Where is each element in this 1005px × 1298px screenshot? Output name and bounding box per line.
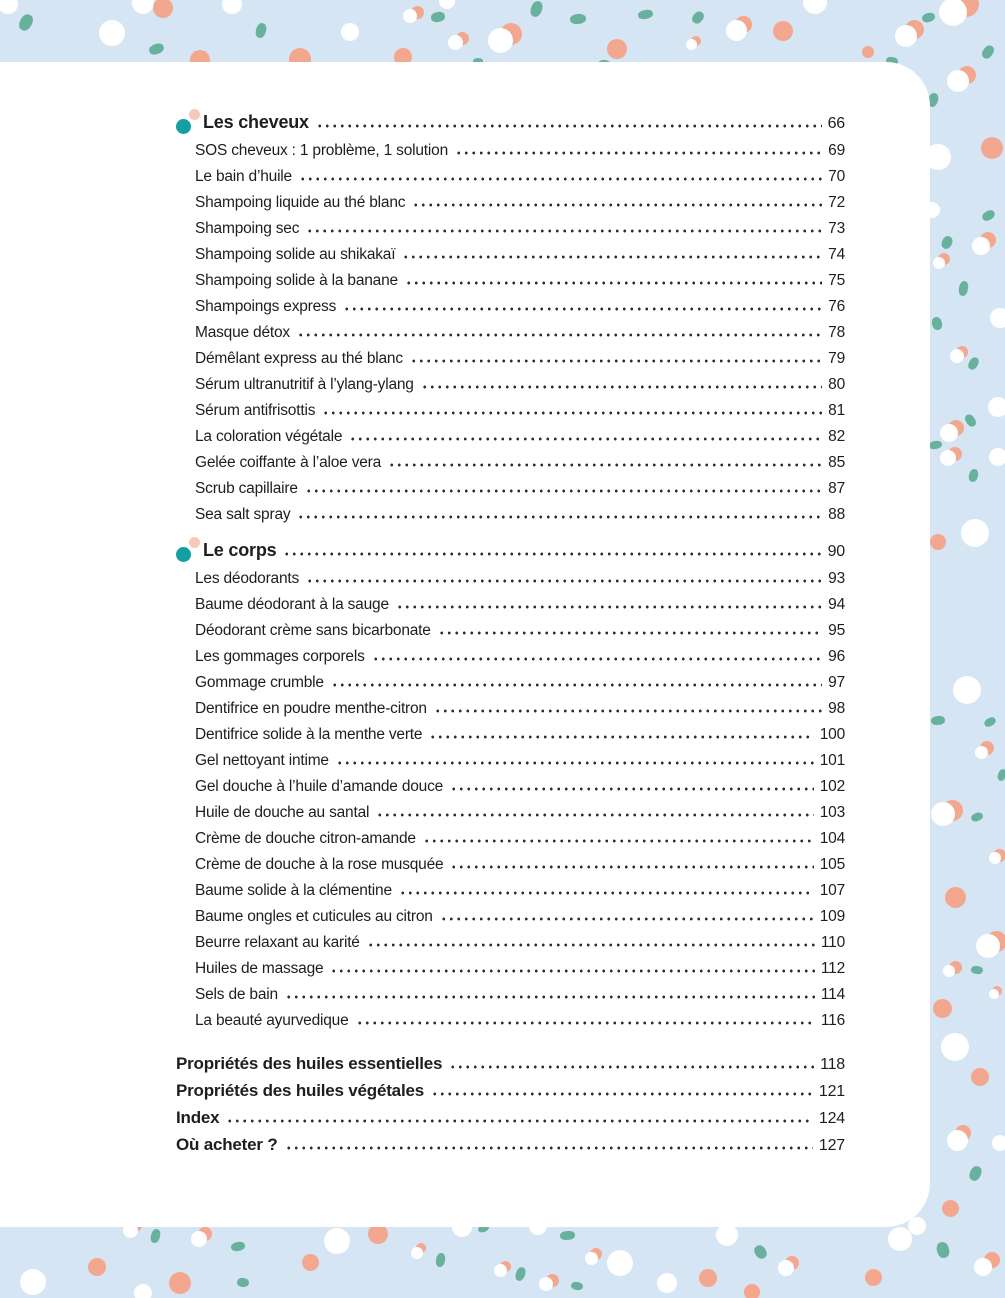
dot-leader xyxy=(305,489,822,493)
confetti-dot-icon xyxy=(971,1068,989,1086)
toc-entry xyxy=(195,908,845,934)
dot-leader xyxy=(455,151,822,155)
confetti-dot-icon xyxy=(988,397,1005,417)
entry-label: Index xyxy=(176,1108,220,1127)
confetti-dot-icon xyxy=(699,1269,717,1287)
confetti-dot-icon xyxy=(963,412,978,428)
toc-entry xyxy=(195,648,845,674)
confetti-dot-icon xyxy=(657,1273,677,1293)
dot-leader xyxy=(299,177,822,181)
dot-leader xyxy=(412,203,822,207)
section-title: Le corps xyxy=(203,540,277,560)
confetti-dot-icon xyxy=(930,534,946,550)
toc-entry xyxy=(195,298,845,324)
section-bullet-icon xyxy=(176,127,203,128)
dot-leader xyxy=(285,1146,813,1150)
confetti-dot-icon xyxy=(967,1164,983,1182)
page-number: 93 xyxy=(828,570,845,587)
entry-label: La coloration végétale xyxy=(195,428,343,445)
dot-leader xyxy=(402,255,822,259)
page-number: 118 xyxy=(820,1056,845,1073)
dot-leader xyxy=(450,787,814,791)
toc-entry xyxy=(195,700,845,726)
confetti-dot-icon xyxy=(989,852,1001,864)
confetti-dot-icon xyxy=(191,1231,207,1247)
entry-label: Gelée coiffante à l’aloe vera xyxy=(195,454,382,471)
confetti-dot-icon xyxy=(607,39,627,59)
confetti-dot-icon xyxy=(559,1230,575,1240)
entry-label: Où acheter ? xyxy=(176,1135,278,1154)
dot-leader xyxy=(431,1092,813,1096)
toc-entry xyxy=(195,856,845,882)
entry-label: Masque détox xyxy=(195,324,290,341)
dot-leader xyxy=(226,1119,812,1123)
confetti-dot-icon xyxy=(222,0,242,14)
confetti-dot-icon xyxy=(570,13,587,24)
toc-entry xyxy=(195,804,845,830)
toc-footer-entry xyxy=(176,1081,845,1108)
confetti-dot-icon xyxy=(947,70,969,92)
toc-entry xyxy=(195,726,845,752)
confetti-dot-icon xyxy=(972,237,990,255)
toc-entry xyxy=(195,454,845,480)
toc-sections xyxy=(176,112,845,1038)
entry-label: Gel douche à l’huile d’amande douce xyxy=(195,778,444,795)
toc-entry xyxy=(195,986,845,1012)
dot-leader xyxy=(440,917,814,921)
page-number: 127 xyxy=(818,1137,845,1154)
entry-label: Sérum ultranutritif à l’ylang-ylang xyxy=(195,376,414,393)
confetti-dot-icon xyxy=(368,1224,388,1244)
confetti-dot-icon xyxy=(637,8,653,19)
confetti-dot-icon xyxy=(895,25,917,47)
page-number: 74 xyxy=(828,246,845,263)
confetti-dot-icon xyxy=(931,715,946,725)
toc-footer-entry xyxy=(176,1108,845,1135)
confetti-dot-icon xyxy=(933,999,952,1018)
page-number: 69 xyxy=(828,142,845,159)
dot-leader xyxy=(349,437,822,441)
toc-entry xyxy=(195,480,845,506)
confetti-dot-icon xyxy=(539,1277,553,1291)
confetti-dot-icon xyxy=(950,349,964,363)
confetti-dot-icon xyxy=(947,1130,968,1151)
page-number: 107 xyxy=(819,882,845,899)
entry-label: Les gommages corporels xyxy=(195,648,365,665)
confetti-dot-icon xyxy=(494,1264,507,1277)
page-number: 97 xyxy=(828,674,845,691)
page-number: 102 xyxy=(819,778,845,795)
page-number: 95 xyxy=(828,622,845,639)
page-number: 75 xyxy=(828,272,845,289)
confetti-dot-icon xyxy=(888,1227,912,1251)
page-number: 79 xyxy=(828,350,845,367)
toc-entry xyxy=(195,1012,845,1038)
toc-section-header xyxy=(176,112,845,142)
toc-entry xyxy=(195,272,845,298)
confetti-dot-icon xyxy=(411,1247,423,1259)
entry-label: Huile de douche au santal xyxy=(195,804,370,821)
peach-dot-icon xyxy=(189,109,200,120)
confetti-dot-icon xyxy=(865,1269,882,1286)
entry-label: Baume ongles et cuticules au citron xyxy=(195,908,433,925)
toc-entry xyxy=(195,376,845,402)
dot-leader xyxy=(343,307,822,311)
dot-leader xyxy=(297,515,822,519)
page-number: 73 xyxy=(828,220,845,237)
dot-leader xyxy=(285,995,815,999)
page-number: 96 xyxy=(828,648,845,665)
confetti-dot-icon xyxy=(928,440,942,450)
confetti-dot-icon xyxy=(976,934,1000,958)
page-number: 88 xyxy=(828,506,845,523)
toc-entry xyxy=(195,596,845,622)
dot-leader xyxy=(336,761,814,765)
page-number: 81 xyxy=(828,402,845,419)
toc-entry xyxy=(195,168,845,194)
dot-leader xyxy=(421,385,822,389)
dot-leader xyxy=(331,683,822,687)
dot-leader xyxy=(367,943,815,947)
confetti-dot-icon xyxy=(607,1250,633,1276)
entry-label: Shampoing liquide au thé blanc xyxy=(195,194,406,211)
page-number: 94 xyxy=(828,596,845,613)
entry-label: Sea salt spray xyxy=(195,506,291,523)
dot-leader xyxy=(429,735,813,739)
page-number: 98 xyxy=(828,700,845,717)
confetti-dot-icon xyxy=(989,448,1005,466)
confetti-dot-icon xyxy=(0,0,18,14)
page-number: 82 xyxy=(828,428,845,445)
toc-entry xyxy=(195,752,845,778)
confetti-dot-icon xyxy=(341,23,359,41)
dot-leader xyxy=(306,579,822,583)
confetti-dot-icon xyxy=(773,21,793,41)
dot-leader xyxy=(410,359,822,363)
toc-entry xyxy=(195,350,845,376)
entry-label: Shampoing solide à la banane xyxy=(195,272,398,289)
confetti-dot-icon xyxy=(992,1135,1005,1151)
confetti-dot-icon xyxy=(967,468,979,483)
confetti-dot-icon xyxy=(99,20,125,46)
confetti-dot-icon xyxy=(961,519,989,547)
confetti-dot-icon xyxy=(803,0,827,14)
confetti-dot-icon xyxy=(939,0,967,26)
dot-leader xyxy=(423,839,814,843)
confetti-dot-icon xyxy=(990,308,1005,328)
confetti-dot-icon xyxy=(862,46,874,58)
toc-entry xyxy=(195,960,845,986)
confetti-dot-icon xyxy=(974,1258,992,1276)
toc-entry xyxy=(195,674,845,700)
entry-label: Gel nettoyant intime xyxy=(195,752,329,769)
toc-entry xyxy=(195,882,845,908)
entry-label: Scrub capillaire xyxy=(195,480,298,497)
dot-leader xyxy=(396,605,822,609)
page-number: 78 xyxy=(828,324,845,341)
confetti-dot-icon xyxy=(970,811,984,823)
entry-label: Shampoing solide au shikakaï xyxy=(195,246,396,263)
confetti-dot-icon xyxy=(983,716,997,729)
entry-label: Sérum antifrisottis xyxy=(195,402,316,419)
entry-label: Dentifrice en poudre menthe-citron xyxy=(195,700,427,717)
confetti-dot-icon xyxy=(945,887,966,908)
dot-leader xyxy=(356,1021,815,1025)
page-number: 105 xyxy=(819,856,845,873)
toc-entry xyxy=(195,324,845,350)
confetti-dot-icon xyxy=(940,234,955,250)
confetti-dot-icon xyxy=(439,0,455,9)
dot-leader xyxy=(434,709,822,713)
teal-dot-icon xyxy=(176,119,191,134)
dot-leader xyxy=(438,631,822,635)
entry-label: Baume solide à la clémentine xyxy=(195,882,392,899)
entry-label: Shampoing sec xyxy=(195,220,300,237)
entry-label: Baume déodorant à la sauge xyxy=(195,596,389,613)
confetti-dot-icon xyxy=(528,0,544,18)
dot-leader xyxy=(399,891,814,895)
confetti-dot-icon xyxy=(980,43,996,60)
toc-footer-entry xyxy=(176,1054,845,1081)
toc-entry xyxy=(195,778,845,804)
page-number: 110 xyxy=(820,934,845,951)
confetti-dot-icon xyxy=(147,42,165,57)
toc-section-header xyxy=(176,540,845,570)
dot-leader xyxy=(405,281,822,285)
entry-label: Propriétés des huiles essentielles xyxy=(176,1054,443,1073)
confetti-dot-icon xyxy=(971,965,984,974)
toc-entry xyxy=(195,402,845,428)
entry-label: Le bain d’huile xyxy=(195,168,292,185)
page-number: 70 xyxy=(828,168,845,185)
dot-leader xyxy=(322,411,822,415)
confetti-dot-icon xyxy=(132,0,154,14)
confetti-dot-icon xyxy=(570,1281,583,1291)
page-number: 114 xyxy=(820,986,845,1003)
confetti-dot-icon xyxy=(953,676,981,704)
confetti-dot-icon xyxy=(943,965,955,977)
confetti-dot-icon xyxy=(690,9,706,25)
page-number: 85 xyxy=(828,454,845,471)
confetti-dot-icon xyxy=(921,11,936,23)
entry-label: La beauté ayurvedique xyxy=(195,1012,349,1029)
dot-leader xyxy=(330,969,814,973)
confetti-dot-icon xyxy=(20,1269,46,1295)
toc-entry xyxy=(195,142,845,168)
confetti-dot-icon xyxy=(980,208,996,222)
confetti-dot-icon xyxy=(153,0,173,18)
entry-label: Déodorant crème sans bicarbonate xyxy=(195,622,431,639)
toc-section-items xyxy=(195,570,845,1038)
entry-label: Démêlant express au thé blanc xyxy=(195,350,403,367)
confetti-dot-icon xyxy=(585,1252,598,1265)
confetti-dot-icon xyxy=(942,1200,959,1217)
toc-content xyxy=(176,112,845,1162)
confetti-dot-icon xyxy=(134,1284,152,1298)
confetti-dot-icon xyxy=(17,12,36,33)
entry-label: Crème de douche à la rose musquée xyxy=(195,856,444,873)
dot-leader xyxy=(283,552,821,556)
page-number: 101 xyxy=(819,752,845,769)
confetti-dot-icon xyxy=(302,1254,319,1271)
confetti-dot-icon xyxy=(448,35,463,50)
confetti-dot-icon xyxy=(989,989,999,999)
confetti-dot-icon xyxy=(254,21,268,38)
teal-dot-icon xyxy=(176,547,191,562)
entry-label: Dentifrice solide à la menthe verte xyxy=(195,726,423,743)
confetti-dot-icon xyxy=(930,315,943,330)
toc-section-items xyxy=(195,142,845,532)
toc-entry xyxy=(195,570,845,596)
entry-label: SOS cheveux : 1 problème, 1 solution xyxy=(195,142,449,159)
toc-entry xyxy=(195,934,845,960)
dot-leader xyxy=(376,813,813,817)
confetti-dot-icon xyxy=(716,1224,738,1246)
section-title: Les cheveux xyxy=(203,112,309,132)
confetti-dot-icon xyxy=(169,1272,191,1294)
page-number: 80 xyxy=(828,376,845,393)
entry-label: Beurre relaxant au karité xyxy=(195,934,360,951)
confetti-dot-icon xyxy=(324,1228,350,1254)
confetti-dot-icon xyxy=(88,1258,106,1276)
toc-entry xyxy=(195,220,845,246)
entry-label: Shampoings express xyxy=(195,298,337,315)
dot-leader xyxy=(372,657,823,661)
page-number: 87 xyxy=(828,480,845,497)
dot-leader xyxy=(388,463,822,467)
dot-leader xyxy=(449,1065,814,1069)
confetti-dot-icon xyxy=(751,1243,768,1261)
confetti-dot-icon xyxy=(908,1217,926,1235)
toc-footer-entry xyxy=(176,1135,845,1162)
section-bullet-icon xyxy=(176,555,203,556)
confetti-dot-icon xyxy=(403,9,417,23)
entry-label: Les déodorants xyxy=(195,570,300,587)
confetti-dot-icon xyxy=(935,1241,951,1260)
page-number: 66 xyxy=(827,115,845,132)
toc-entry xyxy=(195,428,845,454)
confetti-dot-icon xyxy=(931,802,955,826)
toc-entry xyxy=(195,506,845,532)
peach-dot-icon xyxy=(189,537,200,548)
page-number: 124 xyxy=(818,1110,845,1127)
toc-entry xyxy=(195,622,845,648)
confetti-dot-icon xyxy=(940,424,958,442)
confetti-dot-icon xyxy=(940,450,956,466)
page-number: 72 xyxy=(828,194,845,211)
page-number: 90 xyxy=(827,543,845,560)
toc-entry xyxy=(195,246,845,272)
confetti-dot-icon xyxy=(957,280,968,296)
entry-label: Gommage crumble xyxy=(195,674,324,691)
confetti-dot-icon xyxy=(230,1240,245,1251)
dot-leader xyxy=(297,333,822,337)
confetti-dot-icon xyxy=(975,746,988,759)
confetti-dot-icon xyxy=(686,39,697,50)
entry-label: Huiles de massage xyxy=(195,960,324,977)
entry-label: Propriétés des huiles végétales xyxy=(176,1081,424,1100)
confetti-dot-icon xyxy=(933,257,945,269)
entry-label: Crème de douche citron-amande xyxy=(195,830,416,847)
page-number: 112 xyxy=(820,960,845,977)
confetti-dot-icon xyxy=(744,1284,760,1298)
dot-leader xyxy=(306,229,822,233)
confetti-dot-icon xyxy=(434,1252,445,1267)
page-number: 100 xyxy=(819,726,845,743)
confetti-dot-icon xyxy=(941,1033,969,1061)
confetti-dot-icon xyxy=(966,355,980,371)
confetti-dot-icon xyxy=(430,11,446,23)
confetti-dot-icon xyxy=(996,768,1005,782)
page-number: 109 xyxy=(819,908,845,925)
page-number: 104 xyxy=(819,830,845,847)
toc-footer xyxy=(176,1054,845,1162)
toc-card xyxy=(0,62,930,1227)
dot-leader xyxy=(450,865,813,869)
confetti-dot-icon xyxy=(237,1277,250,1287)
page-number: 103 xyxy=(819,804,845,821)
dot-leader xyxy=(316,124,822,128)
confetti-dot-icon xyxy=(981,137,1003,159)
page-number: 121 xyxy=(818,1083,845,1100)
confetti-dot-icon xyxy=(726,20,747,41)
toc-entry xyxy=(195,830,845,856)
confetti-dot-icon xyxy=(488,28,513,53)
entry-label: Sels de bain xyxy=(195,986,278,1003)
page-number: 76 xyxy=(828,298,845,315)
confetti-dot-icon xyxy=(778,1260,794,1276)
confetti-dot-icon xyxy=(149,1228,161,1244)
page-number: 116 xyxy=(820,1012,845,1029)
toc-entry xyxy=(195,194,845,220)
confetti-dot-icon xyxy=(513,1266,526,1282)
